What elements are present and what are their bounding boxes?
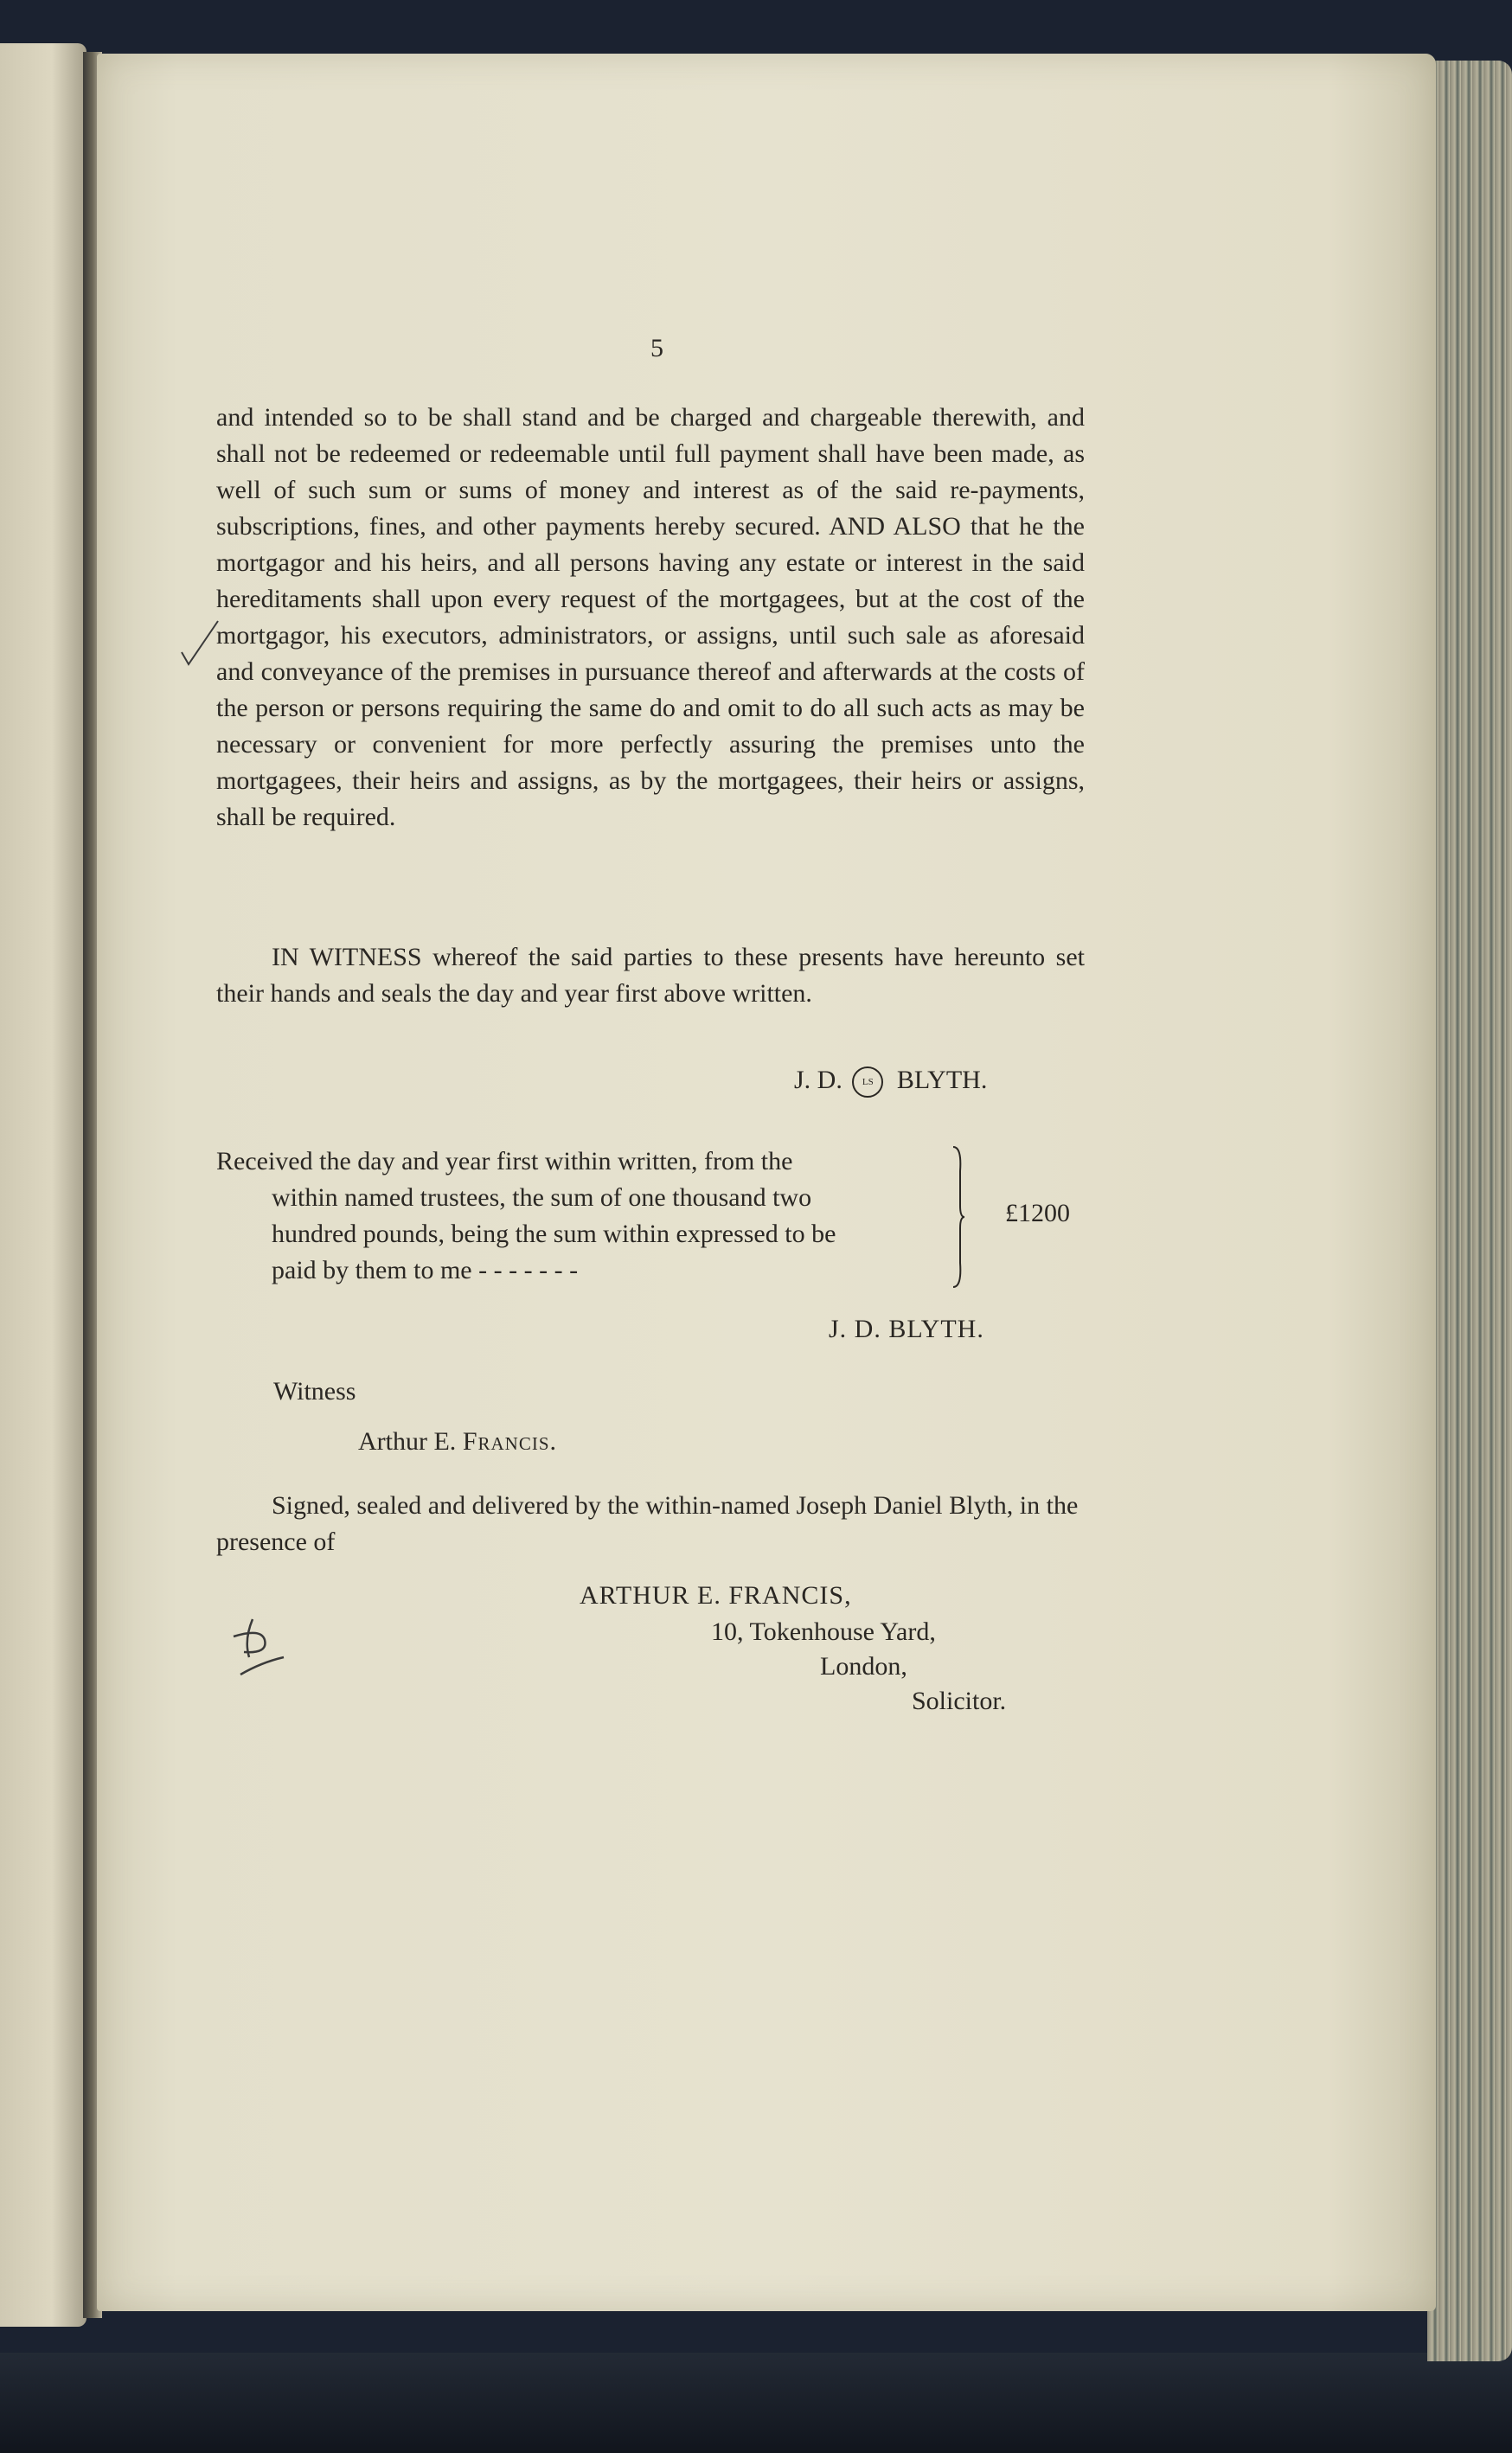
checkmark-annotation-icon [176, 618, 221, 669]
signature-blyth-with-seal [794, 1066, 987, 1098]
receipt-leader-dashes: - - - - - - - [478, 1256, 579, 1284]
facing-page-edge [0, 43, 86, 2327]
witness-name [358, 1427, 557, 1457]
seal-icon: LS [852, 1066, 883, 1098]
witness-label: Witness [273, 1377, 356, 1406]
solicitor-address: 10, Tokenhouse Yard, [711, 1617, 936, 1646]
receipt-line: Received the day and year first within written, from the [216, 1147, 793, 1175]
signature-surname: BLYTH. [896, 1066, 988, 1094]
deed-clause-paragraph: and intended so to be shall stand and be charged and chargeable therewith, and shall not be redeemed or redeemable until full payment shall have been made, as well of such sum or sums of money and interest as of the said re-payments, subscriptions, fines, and other payments hereby secured. AND ALSO that he the mortgagor and his heirs, and all persons having any estate or interest in the said hereditaments shall upon every request of the mortgagees, but at the cost of the mortgagor, his executors, administrators, or assigns, until such sale as aforesaid and conveyance of the premises in pursuance thereof and afterwards at the costs of the person or persons requiring the same do and omit to do all such acts as may be necessary or convenient for more perfectly assuring the premises unto the mortgagees, their heirs and assigns, as by the mortgagees, their heirs or assigns, shall be required. [216, 403, 1085, 831]
solicitor-name: ARTHUR E. FRANCIS, [580, 1581, 852, 1610]
handwritten-initial-mark-icon [227, 1614, 296, 1683]
curly-brace-icon [951, 1145, 965, 1289]
page-stack-edges [1427, 61, 1512, 2361]
witness-surname: Francis. [462, 1427, 558, 1456]
book-binding [0, 2353, 1512, 2453]
solicitor-title: Solicitor. [912, 1687, 1007, 1715]
receipt-amount: £1200 [1005, 1199, 1070, 1227]
solicitor-city: London, [820, 1652, 907, 1681]
receipt-line-text: paid by them to me [272, 1256, 472, 1284]
receipt-line: within named trustees, the sum of one thousand two [272, 1183, 812, 1212]
execution-statement: Signed, sealed and delivered by the within-named Joseph Daniel Blyth, in the presence of [216, 1491, 1079, 1556]
witness-first-name: Arthur E. [358, 1427, 457, 1456]
signature-blyth-receipt: J. D. BLYTH. [829, 1315, 984, 1343]
receipt-line-last [216, 1252, 948, 1289]
witness-clause-paragraph: IN WITNESS whereof the said parties to these presents have hereunto set their hands and seals the day and year first above written. [216, 943, 1085, 1008]
signature-initials: J. D. [794, 1066, 842, 1094]
page-number: 5 [650, 334, 663, 362]
receipt-line: hundred pounds, being the sum within expressed to be [272, 1220, 836, 1248]
receipt-statement [216, 1143, 948, 1289]
